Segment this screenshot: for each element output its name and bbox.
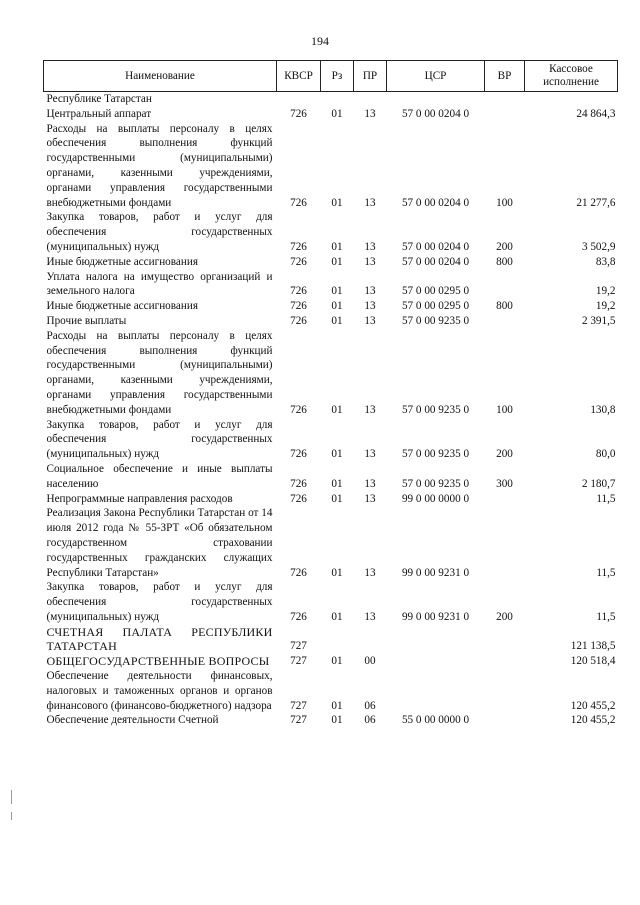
cell-kvsr: 726 bbox=[290, 403, 307, 416]
table-row bbox=[44, 654, 618, 669]
cell-rz: 01 bbox=[331, 196, 343, 209]
cell-amount: 80,0 bbox=[595, 448, 616, 461]
cell-csr: 57 0 00 9235 0 bbox=[401, 477, 470, 490]
cell-amount: 83,8 bbox=[595, 255, 616, 268]
table-row bbox=[44, 506, 618, 580]
cell-csr: 57 0 00 0204 0 bbox=[401, 255, 470, 268]
header-name: Наименование bbox=[44, 61, 277, 92]
header-amount: Кассовое исполнение bbox=[525, 61, 618, 92]
header-pr: ПР bbox=[354, 61, 387, 92]
cell-kvsr: 726 bbox=[290, 314, 307, 327]
cell-csr bbox=[387, 92, 485, 107]
cell-vr bbox=[485, 492, 525, 507]
table-row bbox=[44, 492, 618, 507]
table-row bbox=[44, 418, 618, 462]
cell-name: Социальное обеспечение и иные выплаты населению bbox=[46, 462, 273, 490]
cell-csr bbox=[387, 654, 485, 669]
cell-kvsr: 726 bbox=[290, 300, 307, 313]
cell-rz: 01 bbox=[331, 477, 343, 490]
cell-kvsr: 726 bbox=[290, 477, 307, 490]
cell-pr bbox=[354, 92, 387, 107]
cell-rz bbox=[321, 625, 354, 655]
budget-table bbox=[43, 60, 618, 728]
cell-csr: 57 0 00 0295 0 bbox=[401, 300, 470, 313]
cell-name: Реализация Закона Республики Татарстан от 14 июля 2012 года № 55-ЗРТ «Об обязательном государственном страховании государственных гражданских служащих Республики Татарстан» bbox=[46, 507, 273, 579]
cell-amount: 2 391,5 bbox=[581, 314, 616, 327]
cell-vr: 300 bbox=[496, 477, 513, 490]
cell-vr: 200 bbox=[496, 240, 513, 253]
cell-name: Республике Татарстан bbox=[46, 93, 152, 105]
cell-csr: 99 0 00 9231 0 bbox=[401, 566, 470, 579]
cell-kvsr: 727 bbox=[290, 640, 307, 653]
cell-rz: 01 bbox=[331, 610, 343, 623]
cell-vr: 100 bbox=[496, 403, 513, 416]
cell-pr: 13 bbox=[364, 255, 376, 268]
cell-amount: 21 277,6 bbox=[576, 196, 616, 209]
table-row bbox=[44, 299, 618, 314]
margin-mark bbox=[11, 812, 12, 820]
cell-pr: 13 bbox=[364, 240, 376, 253]
margin-mark bbox=[11, 790, 12, 804]
cell-kvsr: 726 bbox=[290, 448, 307, 461]
cell-amount: 24 864,3 bbox=[576, 107, 616, 120]
table-header bbox=[44, 61, 618, 92]
cell-kvsr: 726 bbox=[290, 285, 307, 298]
cell-kvsr: 727 bbox=[290, 714, 307, 727]
cell-csr: 57 0 00 9235 0 bbox=[401, 448, 470, 461]
cell-rz: 01 bbox=[331, 566, 343, 579]
cell-rz: 01 bbox=[331, 300, 343, 313]
cell-name: Центральный аппарат bbox=[46, 107, 152, 120]
cell-vr bbox=[485, 107, 525, 122]
cell-pr bbox=[354, 625, 387, 655]
cell-kvsr: 726 bbox=[290, 240, 307, 253]
cell-vr bbox=[485, 506, 525, 580]
cell-rz: 01 bbox=[331, 403, 343, 416]
cell-name: Расходы на выплаты персоналу в целях обеспечения выполнения функций государственными (муниципальными) органами, казенными учреждениями, органами управления государственными внебюджетными фондами bbox=[46, 329, 273, 416]
cell-kvsr: 726 bbox=[290, 610, 307, 623]
cell-vr: 200 bbox=[496, 448, 513, 461]
cell-kvsr: 727 bbox=[290, 655, 307, 668]
cell-name: Уплата налога на имущество организаций и земельного налога bbox=[46, 270, 273, 298]
cell-rz: 01 bbox=[331, 699, 343, 712]
cell-pr: 13 bbox=[364, 314, 376, 327]
table-row bbox=[44, 462, 618, 492]
cell-rz: 01 bbox=[331, 255, 343, 268]
cell-pr: 06 bbox=[364, 699, 376, 712]
cell-pr: 06 bbox=[364, 714, 376, 727]
cell-csr: 57 0 00 9235 0 bbox=[401, 314, 470, 327]
cell-rz: 01 bbox=[331, 492, 343, 505]
table-row bbox=[44, 210, 618, 254]
cell-name: Обеспечение деятельности Счетной bbox=[46, 714, 219, 727]
cell-name: Закупка товаров, работ и услуг для обеспечения государственных (муниципальных) нужд bbox=[46, 581, 273, 623]
cell-csr bbox=[387, 625, 485, 655]
table-row bbox=[44, 270, 618, 300]
cell-vr: 800 bbox=[496, 255, 513, 268]
cell-vr: 200 bbox=[496, 610, 513, 623]
cell-name: Непрограммные направления расходов bbox=[46, 492, 233, 505]
table-row bbox=[44, 625, 618, 655]
cell-pr: 00 bbox=[364, 655, 376, 668]
cell-vr: 800 bbox=[496, 300, 513, 313]
cell-rz: 01 bbox=[331, 314, 343, 327]
cell-pr: 13 bbox=[364, 477, 376, 490]
cell-kvsr: 726 bbox=[290, 566, 307, 579]
cell-vr bbox=[485, 669, 525, 713]
cell-vr bbox=[485, 314, 525, 329]
cell-name: Закупка товаров, работ и услуг для обеспечения государственных (муниципальных) нужд bbox=[46, 418, 273, 461]
cell-amount: 11,5 bbox=[596, 610, 616, 623]
cell-name: Прочие выплаты bbox=[46, 314, 127, 327]
cell-amount: 19,2 bbox=[595, 285, 616, 298]
cell-amount: 130,8 bbox=[590, 403, 616, 416]
table-body bbox=[44, 92, 618, 729]
table-row bbox=[44, 329, 618, 418]
cell-vr bbox=[485, 625, 525, 655]
cell-amount: 3 502,9 bbox=[581, 240, 616, 253]
cell-pr: 13 bbox=[364, 610, 376, 623]
cell-pr: 13 bbox=[364, 403, 376, 416]
cell-rz: 01 bbox=[331, 714, 343, 727]
page-number: 194 bbox=[311, 34, 329, 48]
cell-name: Расходы на выплаты персоналу в целях обеспечения выполнения функций государственными (муниципальными) органами, казенными учреждениями, органами управления государственными внебюджетными фондами bbox=[46, 122, 273, 209]
table-row bbox=[44, 580, 618, 624]
cell-amount: 11,5 bbox=[596, 492, 616, 505]
cell-vr bbox=[485, 92, 525, 107]
table-row bbox=[44, 713, 618, 728]
cell-kvsr: 726 bbox=[290, 107, 307, 120]
cell-amount: 11,5 bbox=[596, 566, 616, 579]
cell-kvsr: 726 bbox=[290, 255, 307, 268]
cell-amount: 121 138,5 bbox=[570, 640, 616, 653]
header-rz: Рз bbox=[321, 61, 354, 92]
cell-pr: 13 bbox=[364, 196, 376, 209]
cell-pr: 13 bbox=[364, 566, 376, 579]
table-row bbox=[44, 314, 618, 329]
cell-name: Закупка товаров, работ и услуг для обеспечения государственных (муниципальных) нужд bbox=[46, 211, 273, 253]
cell-rz: 01 bbox=[331, 655, 343, 668]
cell-vr: 100 bbox=[496, 196, 513, 209]
cell-csr: 99 0 00 9231 0 bbox=[401, 610, 470, 623]
header-vr: ВР bbox=[485, 61, 525, 92]
cell-csr: 57 0 00 0295 0 bbox=[401, 285, 470, 298]
cell-name: ОБЩЕГОСУДАРСТВЕННЫЕ ВОПРОСЫ bbox=[46, 654, 270, 669]
cell-csr: 99 0 00 0000 0 bbox=[401, 492, 470, 505]
cell-vr bbox=[485, 270, 525, 300]
cell-rz: 01 bbox=[331, 448, 343, 461]
cell-rz: 01 bbox=[331, 240, 343, 253]
table-row bbox=[44, 122, 618, 211]
cell-name: СЧЕТНАЯ ПАЛАТА РЕСПУБЛИКИ ТАТАРСТАН bbox=[46, 624, 273, 654]
cell-rz bbox=[321, 92, 354, 107]
cell-pr: 13 bbox=[364, 285, 376, 298]
cell-csr: 57 0 00 0204 0 bbox=[401, 196, 470, 209]
cell-amount: 120 455,2 bbox=[570, 699, 616, 712]
cell-pr: 13 bbox=[364, 492, 376, 505]
cell-vr bbox=[485, 654, 525, 669]
cell-kvsr: 726 bbox=[290, 196, 307, 209]
cell-name: Обеспечение деятельности финансовых, налоговых и таможенных органов и органов финансового (финансово-бюджетного) надзора bbox=[46, 670, 273, 712]
cell-kvsr bbox=[277, 92, 321, 107]
cell-amount: 120 455,2 bbox=[570, 714, 616, 727]
cell-csr: 57 0 00 0204 0 bbox=[401, 240, 470, 253]
cell-pr: 13 bbox=[364, 448, 376, 461]
cell-amount bbox=[525, 92, 618, 107]
cell-amount: 120 518,4 bbox=[570, 655, 616, 668]
cell-vr bbox=[485, 713, 525, 728]
cell-rz: 01 bbox=[331, 107, 343, 120]
cell-kvsr: 727 bbox=[290, 699, 307, 712]
table-row bbox=[44, 669, 618, 713]
cell-kvsr: 726 bbox=[290, 492, 307, 505]
cell-csr: 57 0 00 9235 0 bbox=[401, 403, 470, 416]
table-row bbox=[44, 107, 618, 122]
header-kvsr: КВСР bbox=[277, 61, 321, 92]
cell-name: Иные бюджетные ассигнования bbox=[46, 255, 198, 268]
cell-amount: 19,2 bbox=[595, 300, 616, 313]
cell-pr: 13 bbox=[364, 107, 376, 120]
cell-csr: 55 0 00 0000 0 bbox=[401, 714, 470, 727]
cell-amount: 2 180,7 bbox=[581, 477, 616, 490]
table-row bbox=[44, 255, 618, 270]
cell-csr: 57 0 00 0204 0 bbox=[401, 107, 470, 120]
cell-pr: 13 bbox=[364, 300, 376, 313]
header-csr: ЦСР bbox=[387, 61, 485, 92]
cell-csr bbox=[387, 669, 485, 713]
cell-rz: 01 bbox=[331, 285, 343, 298]
cell-name: Иные бюджетные ассигнования bbox=[46, 300, 198, 313]
table-row bbox=[44, 92, 618, 107]
